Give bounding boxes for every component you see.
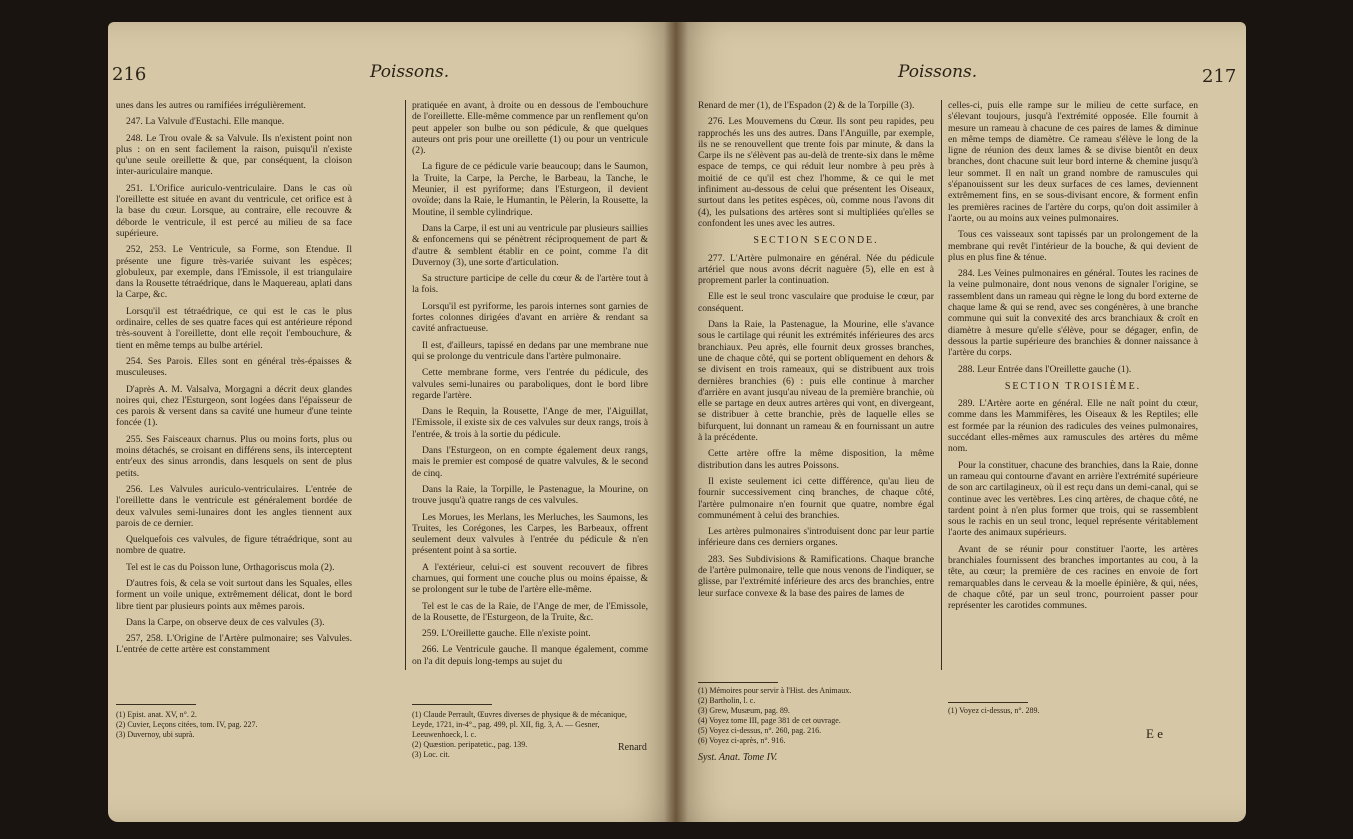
paragraph: Il existe seulement ici cette différence, qu'au lieu de fournir successivement cinq branches, de chaque côté, l'artère pulmonaire n'en fournit que quatre, nombre égal communément à celui des branchies. bbox=[698, 475, 934, 521]
paragraph: D'autres fois, & cela se voit surtout dans les Squales, elles forment un voile unique, extrêmement délicat, dont le bord libre tient par plusieurs points aux mêmes parois. bbox=[116, 577, 352, 612]
paragraph: Renard de mer (1), de l'Espadon (2) & de la Torpille (3). bbox=[698, 100, 915, 111]
paragraph: La figure de ce pédicule varie beaucoup; dans le Saumon, la Truite, la Carpe, la Perche, le Barbeau, la Tanche, le Meunier, il est pyriforme; dans l'Esturgeon, il devient ovoïde; dans la Raie, le Humantin, le Pèlerin, la Rousette, la Moutine, il semble cylindrique. bbox=[412, 161, 648, 218]
footnote: (2) Bartholin, l. c. bbox=[698, 696, 756, 705]
paragraph: 288. Leur Entrée dans l'Oreillette gauche (1). bbox=[958, 363, 1132, 375]
right-footnotes-1 bbox=[698, 686, 934, 746]
paragraph: 259. L'Oreillette gauche. Elle n'existe point. bbox=[422, 628, 591, 640]
right-footnotes-2 bbox=[948, 706, 1184, 716]
paragraph: Dans la Carpe, on observe deux de ces valvules (3). bbox=[126, 616, 325, 628]
paragraph: Dans l'Esturgeon, on en compte également deux rangs, mais le premier est composé de quatre valvules, & le second de cinq. bbox=[412, 445, 648, 479]
book-gutter bbox=[664, 22, 688, 822]
paragraph: 252, 253. Le Ventricule, sa Forme, son Etendue. Il présente une figure très-variée suivant les espèces; globuleux, par exemple, dans l'Emissole, il est triangulaire dans la Rousette tétraédrique, dans le Maquereau, aplati dans la Carpe, &c. bbox=[116, 244, 352, 301]
footnote: (2) Quæstion. peripatetic., pag. 139. bbox=[412, 740, 528, 749]
footnote: (2) Cuvier, Leçons citées, tom. IV, pag. 227. bbox=[116, 720, 258, 729]
paragraph: 247. La Valvule d'Eustachi. Elle manque. bbox=[126, 116, 285, 128]
paragraph: Avant de se réunir pour constituer l'aorte, les artères branchiales fournissent des branches importantes au cou, à la tête, au cœur; la première de ces racines en envoie de fort remarquables dans le cerveau & la moelle épinière, & qui, nées, de chaque côté, par un seul tronc, pourroient passer pour représenter les carotides communes. bbox=[948, 543, 1198, 612]
paragraph: Les artères pulmonaires s'introduisent donc par leur partie inférieure dans ces derniers organes. bbox=[698, 526, 934, 549]
paragraph: 277. L'Artère pulmonaire en général. Née du pédicule artériel que nous avons décrit naguère (5), elle en est à proprement parler la continuation. bbox=[698, 252, 934, 287]
page-number: 217 bbox=[1202, 66, 1237, 87]
column-divider bbox=[941, 100, 942, 670]
paragraph: D'après A. M. Valsalva, Morgagni a décrit deux glandes noires qui, chez l'Esturgeon, sont logées dans l'épaisseur de ces parois & versent dans sa cavité une humeur d'une teinte foncée (1). bbox=[116, 383, 352, 429]
footnote: (1) Voyez ci-dessus, n°. 289. bbox=[948, 706, 1040, 715]
paragraph: Lorsqu'il est tétraédrique, ce qui est le cas le plus ordinaire, celles de ses quatre faces qui est antérieure répond très-souvent à l'oreillette, dont elle reçoit l'embouchure, & tient en même temps au bulbe artériel. bbox=[116, 305, 352, 351]
footnote: (3) Duvernoy, ubi suprà. bbox=[116, 730, 195, 739]
paragraph: unes dans les autres ou ramifiées irrégulièrement. bbox=[116, 100, 306, 111]
paragraph: Elle est le seul tronc vasculaire que produise le cœur, par conséquent. bbox=[698, 291, 934, 314]
signature-line: Syst. Anat. Tome IV. bbox=[698, 752, 778, 763]
paragraph: Cette membrane forme, vers l'entrée du pédicule, des valvules semi-lunaires ou paraboliques, dont le bord libre regarde l'artère. bbox=[412, 367, 648, 401]
footnote: (3) Grew, Musæum, pag. 89. bbox=[698, 706, 790, 715]
catchword: Renard bbox=[618, 742, 647, 753]
paragraph: Il est, d'ailleurs, tapissé en dedans par une membrane nue qui se prolonge du ventricule dans l'artère pulmonaire. bbox=[412, 339, 648, 362]
paragraph: Sa structure participe de celle du cœur & de l'artère tout à la fois. bbox=[412, 273, 648, 296]
paragraph: Les Morues, les Merlans, les Merluches, les Saumons, les Truites, les Corégones, les Carpes, les Barbeaux, offrent seulement deux valvules à l'entrée du pédicule & n'en présentent point à sa sortie. bbox=[412, 511, 648, 557]
paragraph: pratiquée en avant, à droite ou en dessous de l'embouchure de l'oreillette. Elle-même commence par un renflement qu'on peut appeler son bulbe ou son pédicule, & que quelques auteurs ont pris pour une oreillette (1) ou pour un ventricule (2). bbox=[412, 100, 648, 157]
footnote: (1) Mémoires pour servir à l'Hist. des Animaux. bbox=[698, 686, 852, 695]
paragraph: Dans la Raie, la Pastenague, la Mourine, elle s'avance sous le cartilage qui réunit les extrémités inférieures des arcs branchiaux. Peu après, elle fournit deux grosses branches, une de chaque côté, qui se portent obliquement en dehors & se divisent en trois rameaux, qui se distribuent aux trois dernières branchies (6) : puis elle continue à marcher d'arrière en avant jusqu'au niveau de la première branchie, où elle se partage en deux autres artères qui vont, en divergeant, se distribuer à cette branchie, près de laquelle elles se bifurquent, lui donnant un rameau & en fournissant un autre à la précédente. bbox=[698, 319, 934, 444]
paragraph: 257, 258. L'Origine de l'Artère pulmonaire; ses Valvules. L'entrée de cette artère est constamment bbox=[116, 633, 352, 656]
paragraph: 254. Ses Parois. Elles sont en général très-épaisses & musculeuses. bbox=[116, 355, 352, 379]
footnote: (1) Epist. anat. XV, n°. 2. bbox=[116, 710, 197, 719]
paragraph: Quelquefois ces valvules, de figure tétraédrique, sont au nombre de quatre. bbox=[116, 534, 352, 557]
footnote-rule bbox=[698, 682, 778, 683]
paragraph: A l'extérieur, celui-ci est souvent recouvert de fibres charnues, qui forment une couche plus ou moins épaisse, & se prolongent sur le tube de l'artère elle-même. bbox=[412, 561, 648, 596]
paragraph: Lorsqu'il est pyriforme, les parois internes sont garnies de fortes colonnes dirigées d'avant en arrière & rendant sa cavité anfractueuse. bbox=[412, 300, 648, 335]
running-head: Poissons. bbox=[370, 62, 450, 82]
section-heading: SECTION TROISIÈME. bbox=[1004, 380, 1142, 392]
paragraph: 251. L'Orifice auriculo-ventriculaire. Dans le cas où l'oreillette est située en avant du ventricule, cet orifice est à la base du cœur. Lorsque, au contraire, elle recouvre & déborde le ventricule, il est percé au milieu de sa face supérieure. bbox=[116, 182, 352, 239]
paragraph: Dans le Requin, la Rousette, l'Ange de mer, l'Aiguillat, l'Emissole, il existe six de ces valvules sur deux rangs, trois à l'entrée, & trois à la sortie du pédicule. bbox=[412, 406, 648, 440]
footnote: (3) Loc. cit. bbox=[412, 750, 450, 759]
left-column-2 bbox=[412, 100, 648, 672]
paragraph: celles-ci, puis elle rampe sur le milieu de cette surface, en s'élevant toujours, jusqu'à l'extrémité opposée. Elle fournit à mesure un rameau à chacune de ces paires de lames & diminue en même temps de diamètre. Ce rameau s'élève le long de la ligne de réunion des deux lames & se divise bientôt en deux branches, dont chacune suit leur bord interne & chemine jusqu'à leur sommet. Il en naît un grand nombre de ramuscules qui s'épanouissent sur les deux surfaces de ces lames, deviennent extrêmement fins, en se sous-divisant encore, & forment enfin les premières racines de l'artère du corps, qu'on doit assimiler à l'aorte, ou au moins aux veines pulmonaires. bbox=[948, 100, 1198, 224]
footnote: (4) Voyez tome III, page 381 de cet ouvrage. bbox=[698, 716, 841, 725]
paragraph: 266. Le Ventricule gauche. Il manque également, comme on l'a dit depuis long-temps au sujet du bbox=[412, 644, 648, 667]
paragraph: 289. L'Artère aorte en général. Elle ne naît point du cœur, comme dans les Mammifères, les Oiseaux & les Reptiles; elle est formée par la réunion des radicules des veines pulmonaires, succédant elles-mêmes aux ramuscules des artères du même nom. bbox=[948, 398, 1198, 455]
paragraph: Tous ces vaisseaux sont tapissés par un prolongement de la membrane qui revêt l'intérieur de la bouche, & qui devient de plus en plus fine & ténue. bbox=[948, 229, 1198, 263]
left-page bbox=[108, 22, 676, 822]
left-footnotes-2 bbox=[412, 710, 648, 760]
paragraph: 248. Le Trou ovale & sa Valvule. Ils n'existent point non plus : on en sent facilement la raison, puisqu'il n'existe qu'une seule oreillette & que, par conséquent, la cloison inter-auriculaire manque. bbox=[116, 132, 352, 178]
paragraph: 256. Les Valvules auriculo-ventriculaires. L'entrée de l'oreillette dans le ventricule est généralement bordée de deux valvules semi-lunaires dont les angles tiennent aux parois de ce dernier. bbox=[116, 483, 352, 529]
right-column-1 bbox=[698, 100, 934, 604]
running-head: Poissons. bbox=[898, 62, 978, 82]
paragraph: 283. Ses Subdivisions & Ramifications. Chaque branche de l'artère pulmonaire, telle que nous venons de l'indiquer, se glisse, par l'extrémité inférieure des arcs des branchies, entre leur surface convexe & la base des paires de lames de bbox=[698, 553, 934, 599]
footnote-rule bbox=[116, 704, 196, 705]
paragraph: Cette artère offre la même disposition, la même distribution dans les autres Poissons. bbox=[698, 448, 934, 471]
left-column-1 bbox=[116, 100, 352, 661]
page-number: 216 bbox=[112, 64, 147, 85]
footnote-rule bbox=[948, 702, 1028, 703]
footnote: (6) Voyez ci-après, n°. 916. bbox=[698, 736, 786, 745]
paragraph: 276. Les Mouvemens du Cœur. Ils sont peu rapides, peu rapprochés les uns des autres. Dans l'Anguille, par exemple, ils ne se renouvellent que trente fois par minute, & dans la Carpe ils ne s'élèvent pas au-delà de trente-six dans le même espace de temps, ce qui réduit leur nombre à peu près à moitié de ce qu'il est chez l'homme, & ce qui le met infiniment au-dessous de celui que présentent les Oiseaux, surtout dans les petites espèces, où, comme nous l'avons dit (4), les pulsations des artères sont si multipliées qu'elles se confondent les unes avec les autres. bbox=[698, 116, 934, 229]
paragraph: Pour la constituer, chacune des branchies, dans la Raie, donne un rameau qui contourne d'avant en arrière l'extrémité supérieure de son arc cartilagineux, où il est reçu dans un demi-canal, qui se continue avec les vertèbres. Les cinq artères, de chaque côté, ne tardent point à n'en plus former que trois, qui se rassemblent sous le rachis en un seul tronc, lequel représente véritablement l'aorte des animaux supérieurs. bbox=[948, 459, 1198, 539]
paragraph: 255. Ses Faisceaux charnus. Plus ou moins forts, plus ou moins détachés, se croisant en différens sens, ils interceptent entr'eux des sinus arrondis, dans lesquels on sent de plus petits. bbox=[116, 433, 352, 479]
left-footnotes-1 bbox=[116, 710, 352, 740]
right-page bbox=[676, 22, 1246, 822]
column-divider bbox=[405, 100, 406, 670]
right-column-2 bbox=[948, 100, 1198, 616]
paragraph: Tel est le cas de la Raie, de l'Ange de mer, de l'Emissole, de la Rousette, de l'Esturgeon, de la Truite, &c. bbox=[412, 600, 648, 623]
paragraph: 284. Les Veines pulmonaires en général. Toutes les racines de la veine pulmonaire, dont nous venons de signaler l'origine, se rassemblent dans un rameau qui règne le long du bord externe de chaque lame & qui se rend, avec ses congénères, à une branche commune qui suit la convexité des arcs branchiaux & croît en diamètre à mesure qu'elle s'élève, pour se dégager, enfin, de dessous la partie supérieure des branchies & donner naissance à l'artère du corps. bbox=[948, 268, 1198, 359]
footnote: (5) Voyez ci-dessus, n°. 260, pag. 216. bbox=[698, 726, 822, 735]
signature-mark: E e bbox=[1146, 726, 1163, 741]
footnote: (1) Claude Perrault, Œuvres diverses de physique & de mécanique, Leyde, 1721, in-4°., pag. 499, pl. XII, fig. 3, A. — Gesner, Leeuwenhoeck, l. c. bbox=[412, 710, 627, 739]
section-heading: SECTION SECONDE. bbox=[753, 235, 879, 247]
paragraph: Dans la Carpe, il est uni au ventricule par plusieurs saillies & enfoncemens qui se pénètrent réciproquement de part & d'autre & semblent établir en ce point, comme l'a dit Duvernoy (3), une sorte d'articulation. bbox=[412, 222, 648, 268]
footnote-rule bbox=[412, 704, 492, 705]
paragraph: Tel est le cas du Poisson lune, Orthagoriscus mola (2). bbox=[126, 561, 335, 573]
paragraph: Dans la Raie, la Torpille, le Pastenague, la Mourine, on trouve jusqu'à quatre rangs de ces valvules. bbox=[412, 483, 648, 507]
